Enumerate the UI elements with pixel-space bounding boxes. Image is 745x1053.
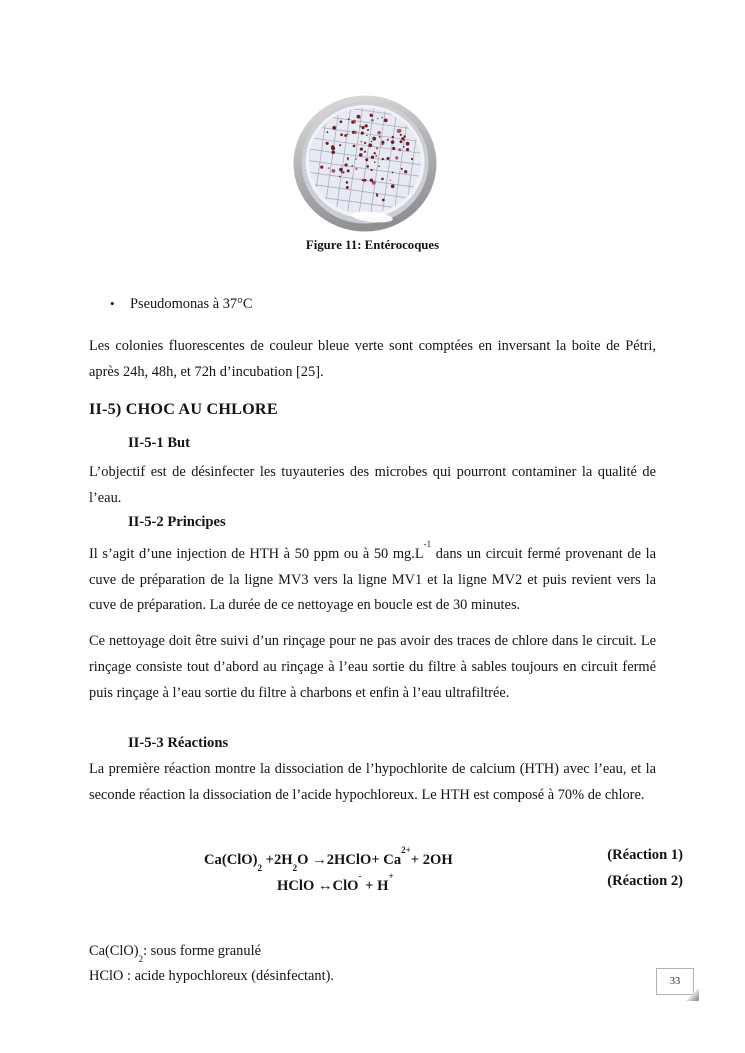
page-number-frame [656,968,694,995]
equation-1-label: (Réaction 1) [607,847,683,863]
subheading-reactions: II-5-3 Réactions [128,735,229,752]
page-number: 33 [669,976,681,987]
equation-1 [0,842,745,873]
equation-2 [0,868,745,894]
note-granule: $Ca(ClO)_2$: sous forme granulé [89,943,261,965]
exponent: -1 [423,539,432,550]
list-item [110,291,252,318]
equation-1-formula: $Ca(ClO)_2 +2H_2O$ →2HClO+ $Ca^{2+}+ 2OH$ [204,845,453,873]
paragraph-but: L’objectif est de désinfecter les tuyauteries des microbes qui pourront contaminer la qualité de l’eau. [89,464,656,506]
paragraph-rincage: Ce nettoyage doit être suivi d’un rinçage pour ne pas avoir des traces de chlore dans le circuit. Le rinçage consiste tout d’abord au rinçage à l’eau sortie du filtre à sables toujours en circuit fermé puis rinçage à l’eau sortie du filtre à charbons et enfin à l’eau ultrafiltrée. [89,633,656,701]
paragraph-reactions: La première réaction montre la dissociation de l’hypochlorite de calcium (HTH) avec l’eau, et la seconde réaction la dissociation de l’acide hypochloreux. Le HTH est composé à 70% de chlore. [89,761,656,803]
paragraph-principes: Il s’agit d’une injection de HTH à 50 ppm ou à 50 $mg.L^{-1}$ dans un circuit fermé provenant de la cuve de préparation de la ligne MV3 vers la ligne MV1 et la ligne MV2 et puis revient vers la cuve de préparation. La durée de ce nettoyage en boucle est de 30 minutes. [89,539,656,614]
paragraph-colonies: Les colonies fluorescentes de couleur bleue verte sont comptées en inversant la boite de Pétri, après 24h, 48h, et 72h d’incubation [25]. [89,338,656,380]
subheading-but: II-5-1 But [128,435,191,452]
list-item-label: Pseudomonas à 37°C [130,296,253,312]
equation-2-formula: HClO ↔ClO- + H+ [277,871,394,894]
section-heading-main: II-5) CHOC AU CHLORE [89,399,278,418]
figure-caption: Figure 11: Entérocoques [305,238,440,252]
bullet-icon: • [110,296,115,311]
equation-2-label: (Réaction 2) [607,873,683,889]
petri-dish-image [293,95,437,232]
note-hypochloreux: HClO : acide hypochloreux (désinfectant). [89,968,334,985]
subheading-principes: II-5-2 Principes [128,514,226,531]
folded-corner-icon [686,988,699,1001]
